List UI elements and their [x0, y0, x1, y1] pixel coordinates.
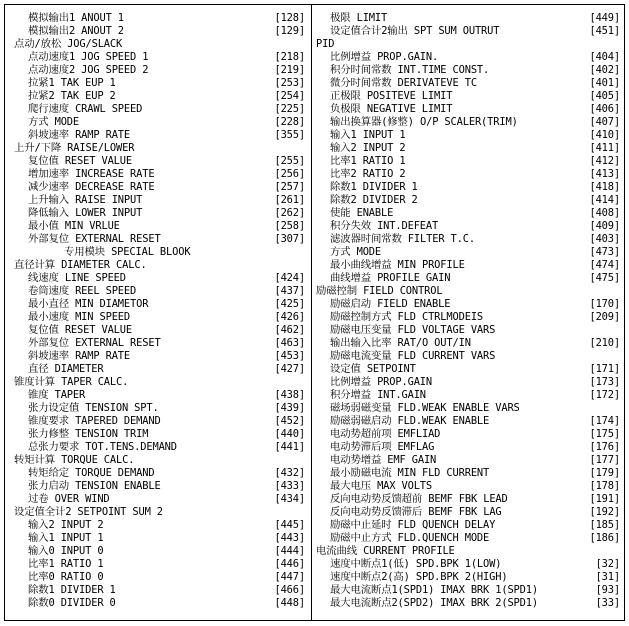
parameter-tag: [177] — [589, 454, 620, 466]
parameter-row — [316, 506, 620, 519]
parameter-tag: [462] — [274, 324, 305, 336]
parameter-label: 方式 MODE — [330, 246, 382, 258]
parameter-tag: [33] — [595, 597, 620, 609]
parameter-tag: [176] — [589, 441, 620, 453]
parameter-label: 增加速率 INCREASE RATE — [28, 168, 155, 180]
parameter-tag: [256] — [274, 168, 305, 180]
parameter-label: 比率0 RATIO 0 — [28, 571, 104, 583]
parameter-tag: [418] — [589, 181, 620, 193]
parameter-row — [316, 298, 620, 311]
parameter-row — [316, 519, 620, 532]
parameter-tag: [463] — [274, 337, 305, 349]
parameter-tag: [218] — [274, 51, 305, 63]
parameter-tag: [172] — [589, 389, 620, 401]
parameter-label: 反向电动势反馈滞后 BEMF FBK LAG — [330, 506, 502, 518]
parameter-tag: [403] — [589, 233, 620, 245]
parameter-row — [14, 532, 304, 545]
parameter-label: 复位值 RESET VALUE — [28, 324, 132, 336]
section-heading: 直径计算 DIAMETER CALC. — [14, 259, 147, 271]
parameter-label: 励磁电流变量 FLD CURRENT VARS — [330, 350, 496, 362]
parameter-label: 张力设定值 TENSION SPT. — [28, 402, 159, 414]
parameter-tag: [441] — [274, 441, 305, 453]
parameter-row — [316, 116, 620, 129]
parameter-label: 励磁中止方式 FLD.QUENCH MODE — [330, 532, 490, 544]
parameter-tag: [170] — [589, 298, 620, 310]
parameter-label: 积分增益 INT.GAIN — [330, 389, 426, 401]
parameter-row — [316, 168, 620, 181]
parameter-row — [316, 155, 620, 168]
parameter-tag: [440] — [274, 428, 305, 440]
parameter-tag: [445] — [274, 519, 305, 531]
parameter-label: 励磁电压变量 FLD VOLTAGE VARS — [330, 324, 496, 336]
parameter-label: 输出输入比率 RAT/O OUT/IN — [330, 337, 471, 349]
parameter-row — [14, 272, 304, 285]
parameter-label: 最小曲线增益 MIN PROFILE — [330, 259, 465, 271]
parameter-row — [316, 441, 620, 454]
section-heading: 锥度计算 TAPER CALC. — [14, 376, 129, 388]
parameter-row — [14, 51, 304, 64]
parameter-label: 最小速度 MIN SPEED — [28, 311, 131, 323]
parameter-row — [14, 155, 304, 168]
parameter-row — [14, 428, 304, 441]
parameter-label: 最小励磁电流 MIN FLD CURRENT — [330, 467, 490, 479]
parameter-label: 方式 MODE — [28, 116, 80, 128]
left-column — [14, 12, 304, 610]
section-heading-row — [14, 38, 304, 51]
parameter-tag: [128] — [274, 12, 305, 24]
parameter-row — [14, 389, 304, 402]
section-heading-row — [14, 506, 304, 519]
parameter-row — [14, 545, 304, 558]
parameter-tag: [31] — [595, 571, 620, 583]
section-heading: 转矩计算 TORQUE CALC. — [14, 454, 135, 466]
parameter-label: 最大电压 MAX VOLTS — [330, 480, 433, 492]
parameter-row — [316, 220, 620, 233]
section-heading-row — [316, 545, 620, 558]
parameter-row — [316, 584, 620, 597]
parameter-tag: [405] — [589, 90, 620, 102]
parameter-tag: [437] — [274, 285, 305, 297]
parameter-row — [316, 311, 620, 324]
parameter-label: 锥度要求 TAPERED DEMAND — [28, 415, 161, 427]
parameter-label: 除数0 DIVIDER 0 — [28, 597, 116, 609]
parameter-label: 外部复位 EXTERNAL RESET — [28, 337, 161, 349]
parameter-tag: [426] — [274, 311, 305, 323]
parameter-tag: [254] — [274, 90, 305, 102]
parameter-label: 励磁弱磁启动 FLD.WEAK ENABLE — [330, 415, 490, 427]
parameter-row — [14, 12, 304, 25]
parameter-row — [14, 441, 304, 454]
parameter-tag: [258] — [274, 220, 305, 232]
parameter-tag: [171] — [589, 363, 620, 375]
parameter-row — [316, 25, 620, 38]
parameter-row — [14, 519, 304, 532]
parameter-label: 外部复位 EXTERNAL RESET — [28, 233, 161, 245]
right-column — [316, 12, 620, 610]
parameter-label: 负极限 NEGATIVE LIMIT — [330, 103, 453, 115]
parameter-row — [316, 142, 620, 155]
parameter-label: 输入2 INPUT 2 — [28, 519, 104, 531]
parameter-row — [14, 415, 304, 428]
parameter-label: 输出换算器(修整) O/P SCALER(TRIM) — [330, 116, 518, 128]
parameter-tag: [412] — [589, 155, 620, 167]
parameter-tag: [174] — [589, 415, 620, 427]
parameter-tag: [452] — [274, 415, 305, 427]
parameter-label: 积分失效 INT.DEFEAT — [330, 220, 439, 232]
parameter-row — [316, 233, 620, 246]
parameter-tag: [451] — [589, 25, 620, 37]
parameter-tag: [32] — [595, 558, 620, 570]
parameter-row — [316, 194, 620, 207]
parameter-label: 电动势增益 EMF GAIN — [330, 454, 437, 466]
parameter-row — [14, 116, 304, 129]
parameter-tag: [466] — [274, 584, 305, 596]
parameter-tag: [443] — [274, 532, 305, 544]
parameter-label: 正极限 POSITEVE LIMIT — [330, 90, 453, 102]
parameter-row — [316, 324, 620, 337]
parameter-label: 励磁控制方式 FLD CTRLMODEIS — [330, 311, 484, 323]
parameter-tag: [185] — [589, 519, 620, 531]
parameter-label: 最小直径 MIN DIAMETOR — [28, 298, 149, 310]
parameter-tag: [355] — [274, 129, 305, 141]
parameter-row — [316, 428, 620, 441]
parameter-row — [14, 77, 304, 90]
parameter-label: 设定值合计2输出 SPT SUM OUTRUT — [330, 25, 500, 37]
parameter-label: 使能 ENABLE — [330, 207, 394, 219]
section-heading: 励磁控制 FIELD CONTROL — [316, 285, 443, 297]
parameter-label: 输入2 INPUT 2 — [330, 142, 406, 154]
parameter-label: 速度中断点1(低) SPD.BPK 1(LOW) — [330, 558, 502, 570]
parameter-row — [316, 532, 620, 545]
parameter-row — [316, 181, 620, 194]
parameter-row — [14, 285, 304, 298]
parameter-row — [14, 233, 304, 246]
parameter-label: 比率1 RATIO 1 — [28, 558, 104, 570]
parameter-row — [14, 207, 304, 220]
parameter-label: 张力启动 TENSION ENABLE — [28, 480, 161, 492]
parameter-label: 转矩给定 TORQUE DEMAND — [28, 467, 155, 479]
parameter-tag: [406] — [589, 103, 620, 115]
parameter-tag: [93] — [595, 584, 620, 596]
parameter-row — [316, 558, 620, 571]
parameter-row — [14, 220, 304, 233]
parameter-tag: [253] — [274, 77, 305, 89]
parameter-row — [14, 194, 304, 207]
parameter-tag: [473] — [589, 246, 620, 258]
parameter-tag: [407] — [589, 116, 620, 128]
parameter-label: 最大电流断点2(SPD2) IMAX BRK 2(SPD1) — [330, 597, 538, 609]
parameter-tag: [261] — [274, 194, 305, 206]
parameter-row — [14, 558, 304, 571]
parameter-tag: [191] — [589, 493, 620, 505]
parameter-row — [14, 402, 304, 415]
parameter-row — [316, 415, 620, 428]
parameter-row — [14, 311, 304, 324]
parameter-label: 点动速度2 JOG SPEED 2 — [28, 64, 149, 76]
parameter-label: 复位值 RESET VALUE — [28, 155, 132, 167]
parameter-row — [316, 571, 620, 584]
parameter-row — [316, 493, 620, 506]
parameter-tag: [408] — [589, 207, 620, 219]
parameter-row — [316, 376, 620, 389]
parameter-label: 除数1 DIVIDER 1 — [330, 181, 418, 193]
parameter-tag: [433] — [274, 480, 305, 492]
parameter-row — [14, 25, 304, 38]
parameter-label: 减少速率 DECREASE RATE — [28, 181, 155, 193]
parameter-tag: [186] — [589, 532, 620, 544]
parameter-tag: [173] — [589, 376, 620, 388]
parameter-row — [316, 12, 620, 25]
parameter-label: 输入1 INPUT 1 — [330, 129, 406, 141]
parameter-label: 除数1 DIVIDER 1 — [28, 584, 116, 596]
parameter-tag: [175] — [589, 428, 620, 440]
parameter-row — [316, 77, 620, 90]
parameter-row — [316, 64, 620, 77]
parameter-label: 直径 DIAMETER — [28, 363, 104, 375]
parameter-label: 点动速度1 JOG SPEED 1 — [28, 51, 149, 63]
parameter-tag: [446] — [274, 558, 305, 570]
section-heading-row — [14, 246, 304, 259]
parameter-row — [316, 207, 620, 220]
parameter-row — [316, 51, 620, 64]
parameter-label: 卷筒速度 REEL SPEED — [28, 285, 137, 297]
parameter-tag: [257] — [274, 181, 305, 193]
section-heading-row — [316, 38, 620, 51]
parameter-row — [316, 402, 620, 415]
parameter-tag: [447] — [274, 571, 305, 583]
parameter-tag: [453] — [274, 350, 305, 362]
parameter-tag: [432] — [274, 467, 305, 479]
parameter-tag: [179] — [589, 467, 620, 479]
parameter-tag: [427] — [274, 363, 305, 375]
parameter-label: 拉紧2 TAK EUP 2 — [28, 90, 116, 102]
parameter-row — [14, 324, 304, 337]
parameter-label: 比率2 RATIO 2 — [330, 168, 406, 180]
section-heading: 设定值全计2 SETPOINT SUM 2 — [14, 506, 163, 518]
parameter-label: 积分时间常数 INT.TIME CONST. — [330, 64, 490, 76]
parameter-tag: [255] — [274, 155, 305, 167]
parameter-row — [14, 571, 304, 584]
parameter-label: 线速度 LINE SPEED — [28, 272, 126, 284]
parameter-row — [14, 90, 304, 103]
parameter-label: 斜坡速率 RAMP RATE — [28, 129, 131, 141]
parameter-row — [14, 64, 304, 77]
parameter-row — [14, 467, 304, 480]
parameter-label: 最大电流断点1(SPD1) IMAX BRK 1(SPD1) — [330, 584, 538, 596]
parameter-tag: [413] — [589, 168, 620, 180]
parameter-tag: [414] — [589, 194, 620, 206]
section-heading-row — [316, 285, 620, 298]
parameter-row — [316, 246, 620, 259]
section-heading: 点动/放松 JOG/SLACK — [14, 38, 123, 50]
parameter-tag: [192] — [589, 506, 620, 518]
parameter-row — [14, 181, 304, 194]
parameter-row — [316, 467, 620, 480]
parameter-tag: [444] — [274, 545, 305, 557]
parameter-label: 降低输入 LOWER INPUT — [28, 207, 143, 219]
section-heading-row — [14, 376, 304, 389]
parameter-tag: [404] — [589, 51, 620, 63]
parameter-label: 滤波器时间常数 FILTER T.C. — [330, 233, 475, 245]
parameter-row — [316, 363, 620, 376]
parameter-row — [14, 298, 304, 311]
parameter-row — [316, 129, 620, 142]
parameter-row — [14, 363, 304, 376]
parameter-tag: [439] — [274, 402, 305, 414]
parameter-label: 磁场弱磁变量 FLD.WEAK ENABLE VARS — [330, 402, 520, 414]
parameter-tag: [228] — [274, 116, 305, 128]
parameter-label: 设定值 SETPOINT — [330, 363, 416, 375]
parameter-label: 输入1 INPUT 1 — [28, 532, 104, 544]
parameter-label: 爬行速度 CRAWL SPEED — [28, 103, 143, 115]
parameter-label: 电动势超前项 EMFLIAD — [330, 428, 441, 440]
parameter-tag: [434] — [274, 493, 305, 505]
section-heading-row — [14, 142, 304, 155]
parameter-tag: [401] — [589, 77, 620, 89]
parameter-tag: [475] — [589, 272, 620, 284]
parameter-tag: [425] — [274, 298, 305, 310]
parameter-row — [316, 259, 620, 272]
parameter-row — [14, 493, 304, 506]
parameter-tag: [448] — [274, 597, 305, 609]
parameter-label: 电动势滞后项 EMFLAG — [330, 441, 435, 453]
parameter-tag: [178] — [589, 480, 620, 492]
parameter-row — [316, 337, 620, 350]
parameter-row — [316, 272, 620, 285]
parameter-label: 极限 LIMIT — [330, 12, 388, 24]
section-heading: 上升/下降 RAISE/LOWER — [14, 142, 135, 154]
parameter-tag: [474] — [589, 259, 620, 271]
parameter-row — [316, 454, 620, 467]
parameter-row — [14, 480, 304, 493]
section-heading: 电流曲线 CURRENT PROFILE — [316, 545, 455, 557]
parameter-tag: [307] — [274, 233, 305, 245]
parameter-label: 上升输入 RAISE INPUT — [28, 194, 143, 206]
parameter-label: 过卷 OVER WIND — [28, 493, 110, 505]
parameter-tag: [129] — [274, 25, 305, 37]
section-heading: PID — [316, 38, 335, 50]
parameter-label: 比率1 RATIO 1 — [330, 155, 406, 167]
parameter-label: 最小值 MIN VRLUE — [28, 220, 120, 232]
parameter-row — [316, 90, 620, 103]
parameter-label: 模拟输出2 ANOUT 2 — [28, 25, 124, 37]
parameter-label: 总张力要求 TOT.TENS.DEMAND — [28, 441, 177, 453]
section-heading-row — [14, 259, 304, 272]
parameter-label: 斜坡速率 RAMP RATE — [28, 350, 131, 362]
parameter-label: 拉紧1 TAK EUP 1 — [28, 77, 116, 89]
section-heading: 专用模块 SPECIAL BLOOK — [64, 246, 191, 258]
parameter-row — [316, 350, 620, 363]
parameter-row — [316, 103, 620, 116]
parameter-row — [14, 168, 304, 181]
parameter-label: 除数2 DIVIDER 2 — [330, 194, 418, 206]
column-divider — [311, 4, 312, 621]
parameter-label: 张力修整 TENSION TRIM — [28, 428, 149, 440]
parameter-tag: [424] — [274, 272, 305, 284]
parameter-row — [14, 350, 304, 363]
parameter-label: 比例增益 PROP.GAIN. — [330, 51, 439, 63]
parameter-tag: [402] — [589, 64, 620, 76]
parameter-row — [316, 480, 620, 493]
parameter-tag: [449] — [589, 12, 620, 24]
parameter-label: 模拟输出1 ANOUT 1 — [28, 12, 124, 24]
parameter-tag: [225] — [274, 103, 305, 115]
parameter-label: 输入0 INPUT 0 — [28, 545, 104, 557]
parameter-label: 励磁启动 FIELD ENABLE — [330, 298, 451, 310]
parameter-row — [14, 584, 304, 597]
parameter-tag: [209] — [589, 311, 620, 323]
parameter-tag: [409] — [589, 220, 620, 232]
parameter-label: 微分时间常数 DERIVATEVE TC — [330, 77, 477, 89]
parameter-label: 速度中断点2(高) SPD.BPK 2(HIGH) — [330, 571, 508, 583]
parameter-row — [14, 129, 304, 142]
parameter-row — [14, 103, 304, 116]
parameter-tag: [262] — [274, 207, 305, 219]
parameter-row — [316, 597, 620, 610]
parameter-row — [14, 597, 304, 610]
parameter-label: 锥度 TAPER — [28, 389, 86, 401]
parameter-label: 曲线增益 PROFILE GAIN — [330, 272, 451, 284]
parameter-tag: [210] — [589, 337, 620, 349]
parameter-tag: [219] — [274, 64, 305, 76]
parameter-tag: [410] — [589, 129, 620, 141]
parameter-tag: [438] — [274, 389, 305, 401]
parameter-row — [316, 389, 620, 402]
parameter-tag: [411] — [589, 142, 620, 154]
parameter-label: 励磁中止延时 FLD QUENCH DELAY — [330, 519, 496, 531]
section-heading-row — [14, 454, 304, 467]
parameter-row — [14, 337, 304, 350]
parameter-label: 反向电动势反馈超前 BEMF FBK LEAD — [330, 493, 508, 505]
parameter-label: 比例增益 PROP.GAIN — [330, 376, 433, 388]
